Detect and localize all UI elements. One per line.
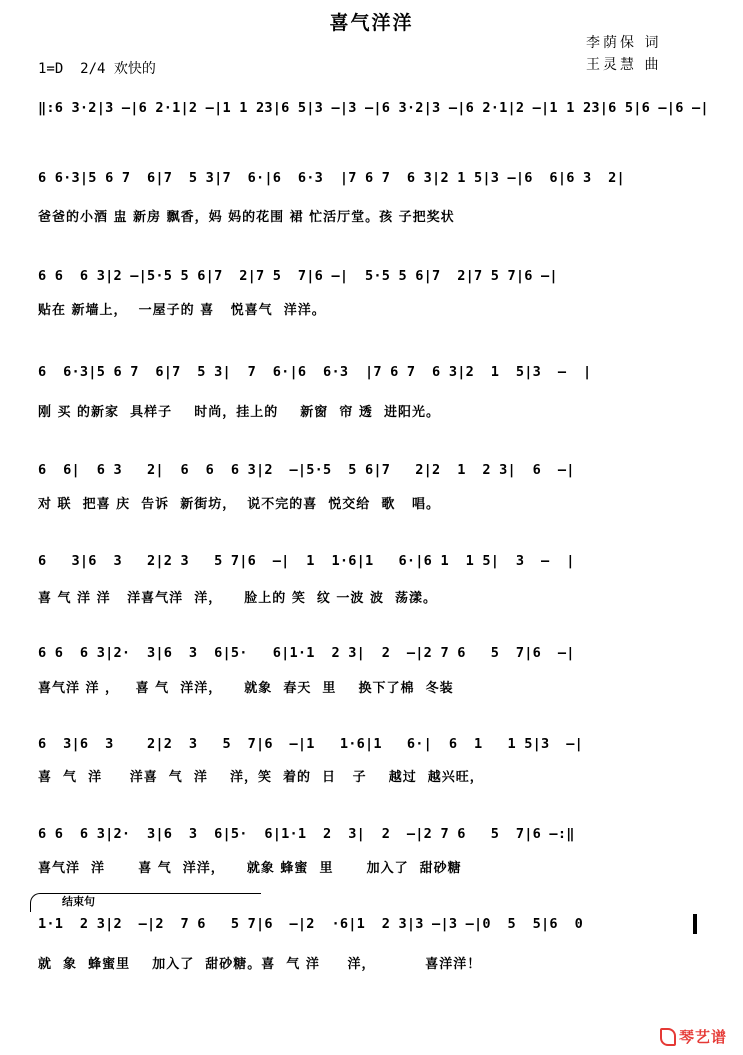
score-line-8-lyrics: 喜 气 洋 洋喜 气 洋 洋，笑 着的 日 子 越过 越兴旺，	[38, 770, 484, 785]
song-title: 喜气洋洋	[329, 12, 414, 34]
score-line-6-notes: 6 3|6 3 2|2 3 5 7|6 –| 1 1·6|1 6·|6 1 1 5| 3 – |	[38, 553, 575, 569]
watermark-text: 琴艺谱	[679, 1028, 728, 1046]
composer-credit: 王灵慧 曲	[586, 57, 662, 73]
watermark-logo-icon	[660, 1028, 676, 1046]
score-line-4-lyrics: 刚 买 的新家 具样子 时尚，挂上的 新窗 帘 透 进阳光。	[38, 405, 440, 420]
score-line-9-lyrics: 喜气洋 洋 喜 气 洋洋， 就象 蜂蜜 里 加入了 甜砂糖	[38, 861, 462, 876]
score-line-2-lyrics: 爸爸的小酒 盅 新房 飘香，妈 妈的花围 裙 忙活厅堂。孩 子把奖状	[38, 210, 455, 225]
score-line-3-notes: 6 6 6 3|2 –|5·5 5 6|7 2|7 5 7|6 –| 5·5 5 6|7 2|7 5 7|6 –|	[38, 268, 558, 284]
ending-label: 结束句	[62, 895, 95, 908]
score-line-8-notes: 6 3|6 3 2|2 3 5 7|6 –|1 1·6|1 6·| 6 1 1 5|3 –|	[38, 736, 583, 752]
score-line-5-notes: 6 6| 6 3 2| 6 6 6 3|2 –|5·5 5 6|7 2|2 1 2 3| 6 –|	[38, 462, 575, 478]
score-line-10-notes: 1·1 2 3|2 –|2 7 6 5 7|6 –|2 ·6|1 2 3|3 –|3 –|0 5 5|6 0	[38, 916, 583, 932]
score-line-9-notes: 6 6 6 3|2· 3|6 3 6|5· 6|1·1 2 3| 2 –|2 7 6 5 7|6 –:‖	[38, 826, 575, 842]
final-barline	[693, 914, 697, 934]
score-line-6-lyrics: 喜 气 洋 洋 洋喜气洋 洋， 脸上的 笑 纹 一波 波 荡漾。	[38, 591, 437, 606]
score-line-1-notes: ‖:6 3·2|3 –|6 2·1|2 –|1 1 23|6 5|3 –|3 –|6 3·2|3 –|6 2·1|2 –|1 1 23|6 5|6 –|6 –|	[38, 100, 709, 116]
lyricist-credit: 李荫保 词	[586, 35, 662, 51]
score-line-3-lyrics: 贴在 新墙上， 一屋子的 喜 悦喜气 洋洋。	[38, 303, 326, 318]
score-line-2-notes: 6 6·3|5 6 7 6|7 5 3|7 6·|6 6·3 |7 6 7 6 3|2 1 5|3 –|6 6|6 3 2|	[38, 170, 625, 186]
score-line-4-notes: 6 6·3|5 6 7 6|7 5 3| 7 6·|6 6·3 |7 6 7 6 3|2 1 5|3 – |	[38, 364, 592, 380]
key-tempo-marking: 1=D 2/4 欢快的	[38, 61, 156, 77]
site-watermark	[660, 1026, 727, 1047]
score-line-7-lyrics: 喜气洋 洋 ， 喜 气 洋洋， 就象 春天 里 换下了棉 冬装	[38, 681, 454, 696]
score-line-5-lyrics: 对 联 把喜 庆 告诉 新街坊， 说不完的喜 悦交给 歌 唱。	[38, 497, 440, 512]
score-line-10-lyrics: 就 象 蜂蜜里 加入了 甜砂糖。喜 气 洋 洋， 喜洋洋！	[38, 957, 482, 972]
score-line-7-notes: 6 6 6 3|2· 3|6 3 6|5· 6|1·1 2 3| 2 –|2 7 6 5 7|6 –|	[38, 645, 575, 661]
